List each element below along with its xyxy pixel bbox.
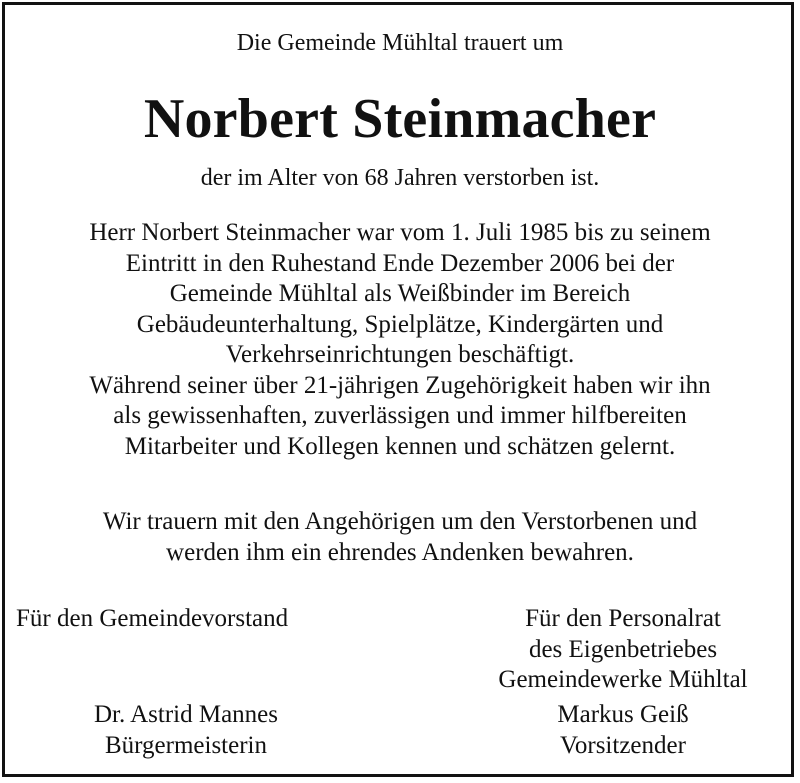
body-paragraph xyxy=(0,218,800,462)
body-line: als gewissenhaften, zuverlässigen und immer hilfbereiten xyxy=(113,402,687,429)
signatory-name: Dr. Astrid Mannes xyxy=(93,701,279,728)
signature-right-heading xyxy=(458,604,788,696)
signatory-title: Bürgermeisterin xyxy=(105,731,267,759)
closing-line: werden ihm ein ehrendes Andenken bewahren. xyxy=(166,538,634,566)
signature-left-person xyxy=(16,700,356,761)
body-line: Herr Norbert Steinmacher war vom 1. Juli 1985 bis zu seinem xyxy=(89,219,711,246)
body-line: Mitarbeiter und Kollegen kennen und schätzen gelernt. xyxy=(124,432,676,460)
body-line: Gebäudeunterhaltung, Spielplätze, Kindergärten und xyxy=(136,310,664,338)
signature-right-heading-line: Für den Personalrat xyxy=(525,605,721,632)
signatory-title: Vorsitzender xyxy=(560,731,686,759)
body-line: Eintritt in den Ruhestand Ende Dezember 2006 bei der xyxy=(125,249,675,277)
age-line: der im Alter von 68 Jahren verstorben ist. xyxy=(200,165,600,191)
signature-left-heading: Für den Gemeindevorstand xyxy=(16,605,289,632)
body-line: Während seiner über 21-jährigen Zugehörigkeit haben wir ihn xyxy=(89,371,711,399)
signature-right-person xyxy=(458,700,788,761)
closing-line: Wir trauern mit den Angehörigen um den Verstorbenen und xyxy=(102,508,698,535)
intro-line: Die Gemeinde Mühltal trauert um xyxy=(236,30,564,56)
signature-right-heading-line: Gemeindewerke Mühltal xyxy=(498,666,748,693)
signature-right xyxy=(458,604,788,759)
body-line: Gemeinde Mühltal als Weißbinder im Bereich xyxy=(169,280,631,307)
signature-right-heading-line: des Eigenbetriebes xyxy=(528,635,718,663)
body-line: Verkehrseinrichtungen beschäftigt. xyxy=(225,341,575,368)
signatory-name: Markus Geiß xyxy=(557,701,689,728)
deceased-name: Norbert Steinmacher xyxy=(143,88,657,150)
closing-paragraph xyxy=(0,507,800,568)
signature-left xyxy=(16,604,356,759)
